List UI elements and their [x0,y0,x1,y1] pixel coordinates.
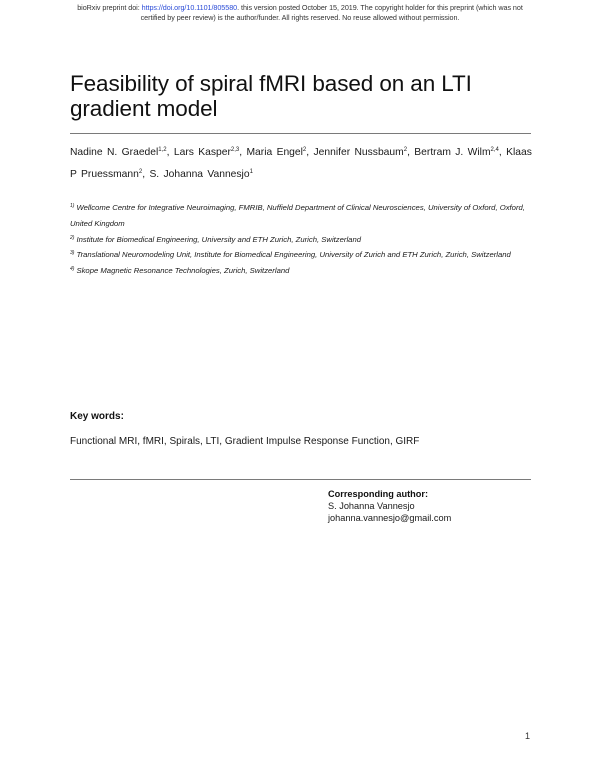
affiliation-text: Institute for Biomedical Engineering, University and ETH Zurich, Zurich, Switzerland [76,234,362,244]
affiliation-text: Wellcome Centre for Integrative Neuroimaging, FMRIB, Nuffield Department of Clinical Neurosciences, University of Oxford, Oxford, United Kingdom [70,203,525,228]
author-affiliation-marker: 1 [249,169,253,175]
affiliation-list [70,200,540,279]
title-line-2: gradient model [70,95,218,121]
author: Jennifer Nussbaum$^2$, [313,147,415,158]
affiliation-text: Translational Neuromodeling Unit, Institute for Biomedical Engineering, University of Zurich and ETH Zurich, Zurich, Switzerland [76,250,511,260]
header-line-1 [0,3,600,13]
corresponding-author-email[interactable]: johanna.vannesjo@gmail.com [328,512,452,523]
affiliation-marker: 3) [70,250,75,257]
author-affiliation-marker: 2,3 [230,147,240,153]
author-affiliation-marker: 2 [302,147,307,153]
affiliation-marker: 1) [70,203,75,209]
corresponding-author-block [328,489,451,524]
paper-title [70,72,540,121]
author-affiliation-marker: 2 [403,147,408,153]
affiliation-text: Skope Magnetic Resonance Technologies, Zurich, Switzerland [76,266,290,276]
author: Maria Engel$^2$, [246,147,314,158]
keywords-divider [70,479,531,480]
author: Klaas P Pruessmann$^2$, [70,147,532,180]
page-number: 1 [525,731,531,741]
author-affiliation-marker: 2 [138,169,143,175]
title-divider [70,133,531,134]
corresponding-author-label: Corresponding author: [328,489,429,499]
author: Bertram J. Wilm$^{2,4}$, [414,147,507,158]
author-list [70,142,540,186]
affiliation-item [70,263,540,279]
affiliation-marker: 4) [70,266,75,273]
affiliation-item [70,200,540,232]
affiliation-item [70,247,540,263]
author-affiliation-marker: 2,4 [490,147,499,153]
author-affiliation-marker: 1,2 [158,147,167,153]
doi-link[interactable]: https://doi.org/10.1101/805580 [141,3,238,12]
affiliation-marker: 2) [70,234,75,241]
preprint-header [0,3,600,22]
affiliation-item [70,232,540,248]
author: Nadine N. Graedel$^{1,2}$, [70,147,174,158]
author: S. Johanna Vannesjo$^1$ [149,169,253,180]
keywords-text: Functional MRI, fMRI, Spirals, LTI, Gradient Impulse Response Function, GIRF [70,436,420,447]
header-prefix: bioRxiv preprint doi: [77,3,142,12]
author: Lars Kasper$^{2,3}$, [173,147,247,158]
corresponding-author-name: S. Johanna Vannesjo [328,500,415,511]
keywords-heading: Key words: [70,411,124,422]
title-line-1: Feasibility of spiral fMRI based on an LTI [70,71,472,96]
header-line1-suffix: . this version posted October 15, 2019. The copyright holder for this preprint (which was not [237,3,523,12]
header-line-2: certified by peer review) is the author/funder. All rights reserved. No reuse allowed without permission. [140,12,460,22]
